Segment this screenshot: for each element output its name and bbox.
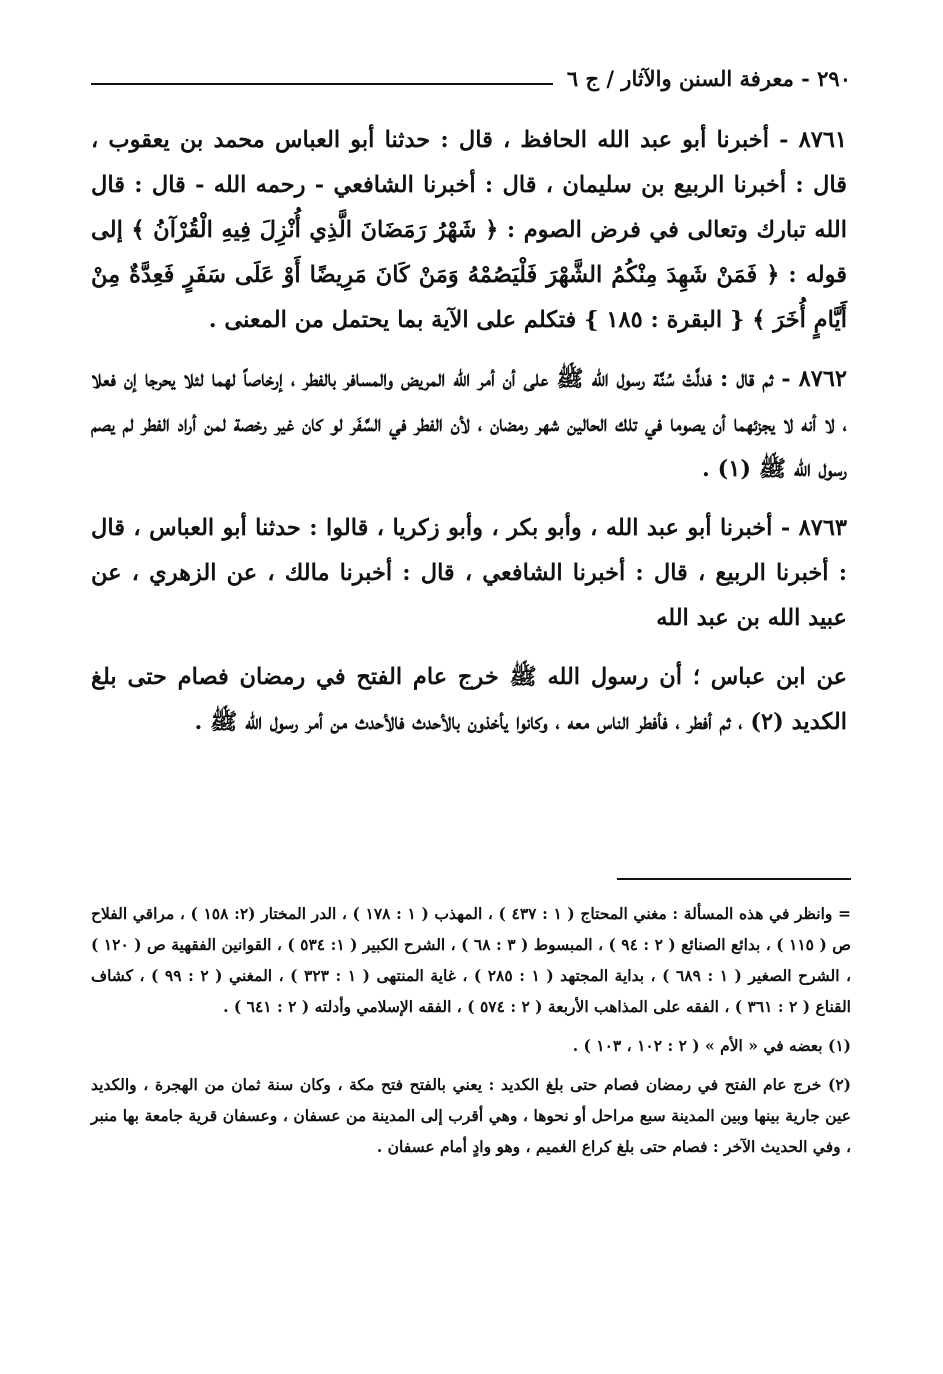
running-head-text: ٢٩٠ - معرفة السنن والآثار / ج ٦ (566, 65, 851, 91)
paragraph-8763-isnad: ٨٧٦٣ - أخبرنا أبو عبد الله ، وأبو بكر ، وأبو زكريا ، قالوا : حدثنا أبو العباس ، قال : أخبرنا الربيع ، قال : أخبرنا الشافعي ، قال : أخبرنا مالك ، عن الزهري ، عن عبيد الله بن عبد الله (91, 515, 847, 631)
footnote-continuation: = وانظر في هذه المسألة : مغني المحتاج ( ١ : ٤٣٧ ) ، المهذب ( ١ : ١٧٨ ) ، الدر المختار (٢: ١٥٨ ) ، مراقي الفلاح ص ( ١١٥ ) ، بدائع الصنائع ( ٢ : ٩٤ ) ، المبسوط ( ٣ : ٦٨ ) ، الشرح الكبير ( ١: ٥٣٤ ) ، القوانين الفقهية ص ( ١٢٠ ) ، الشرح الصغير ( ١ : ٦٨٩ ) ، بداية المجتهد ( ١ : ٢٨٥ ) ، غاية المنتهى ( ١ : ٣٢٣ ) ، المغني ( ٢ : ٩٩ ) ، كشاف القناع ( ٢ : ٣٦١ ) ، الفقه على المذاهب الأربعة ( ٢ : ٥٧٤ ) ، الفقه الإسلامي وأدلته ( ٢ : ٦٤١ ) . (91, 904, 852, 1016)
paragraph-8762: ٨٧٦٢ - ثم قال : فدلَّتْ سُنَّة رسول الله ﷺ على أن أمر الله المريض والمسافر بالفطر ، إرخاصاً لهما لئلا يحرجا إن فعلا ، لا أنه لا يجزئهما أن يصوما في تلك الحالين شهر رمضان ، لأن الفطر في السَّفَر لو كان غير رخصة لمن أراد الفطر لم يصم رسول الله ﷺ (١) . (91, 366, 847, 482)
paragraph-8763-matn: عن ابن عباس ؛ أن رسول الله ﷺ خرج عام الفتح في رمضان فصام حتى بلغ الكديد (٢) ، ثم أفطر ، فأفطر الناس معه ، وكانوا يأخذون بالأحدث فالأحدث من أمر رسول الله ﷺ . (91, 664, 847, 735)
paragraph-8761: ٨٧٦١ - أخبرنا أبو عبد الله الحافظ ، قال : حدثنا أبو العباس محمد بن يعقوب ، قال : أخبرنا الربيع بن سليمان ، قال : أخبرنا الشافعي - رحمه الله - قال : قال الله تبارك وتعالى في فرض الصوم : ﴿ شَهْرُ رَمَضَانَ الَّذِي أُنْزِلَ فِيهِ الْقُرْآنُ ﴾ إلى قوله : ﴿ فَمَنْ شَهِدَ مِنْكُمُ الشَّهْرَ فَلْيَصُمْهُ وَمَنْ كَانَ مَرِيضًا أَوْ عَلَى سَفَرٍ فَعِدَّةٌ مِنْ أَيَّامٍ أُخَرَ ﴾ { البقرة : ١٨٥ } فتكلم على الآية بما يحتمل من المعنى . (91, 127, 847, 333)
footnote-2: (٢) خرج عام الفتح في رمضان فصام حتى بلغ الكديد : يعني بالفتح فتح مكة ، وكان سنة ثمان من الهجرة ، والكديد عين جارية بينها وبين المدينة سبع مراحل أو نحوها ، وهي أقرب إلى المدينة من عسفان ، وعسفان قرية جامعة بها منبر ، وفي الحديث الآخر : فصام حتى بلغ كراع الغميم ، وهو وادٍ أمام عسفان . (91, 1075, 851, 1156)
footnotes (91, 898, 851, 1170)
main-text (91, 118, 847, 759)
footnote-1: (١) بعضه في « الأم » ( ٢ : ١٠٢ ، ١٠٣ ) . (572, 1036, 851, 1055)
header-rule (91, 83, 553, 85)
footnote-separator (617, 878, 851, 880)
running-header (91, 58, 851, 98)
